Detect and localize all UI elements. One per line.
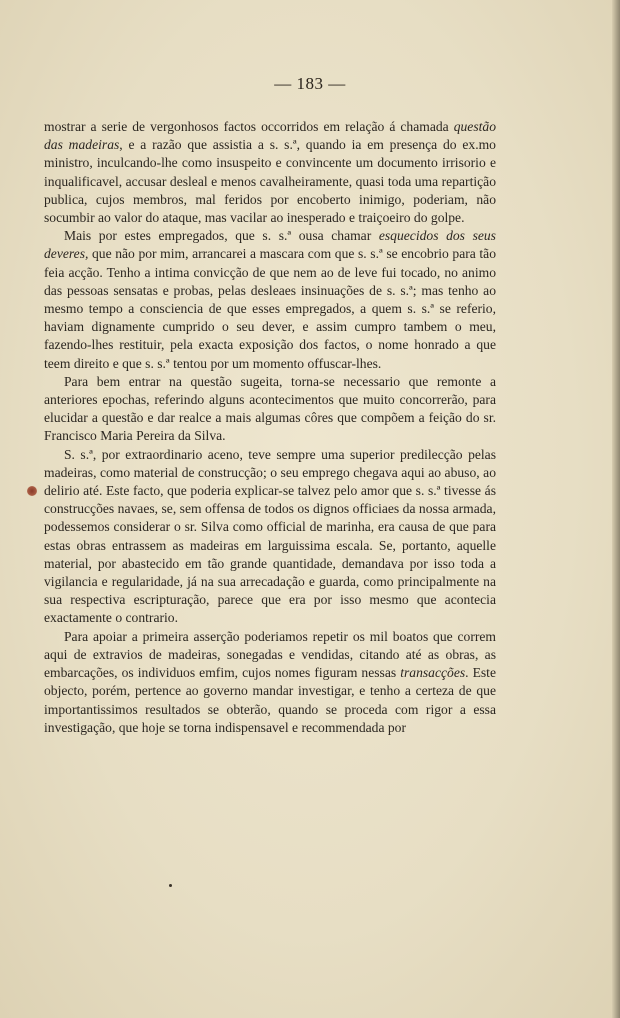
text-run: Para apoiar a primeira asserção poderiamos repetir os mil boatos que correm aqui de extravios de madeiras, sonegadas e vendidas, citando até as obras, as embarcações, os individuos emfim, cujos nomes figuram nessas — [44, 628, 496, 681]
text-run: Para bem entrar na questão sugeita, torna-se necessario que remonte a anteriores epochas, referindo alguns acontecimentos que muito concorrerão, para elucidar a questão e dar realce a mais algumas côres que compõem a feição do sr. Francisco Maria Pereira da Silva. — [44, 373, 496, 444]
ink-dot — [169, 884, 172, 887]
text-run: S. s.ª, por extraordinario aceno, teve sempre uma superior predilecção pelas madeiras, como material de construcção; o seu emprego chegava aqui ao abuso, ao delirio até. Este facto, que poderia explicar-se talvez pelo amor que s. s.ª tivesse ás construcções navaes, se, sem offensa de todos os dignos officiaes da nossa armada, podessemos considerar o sr. Silva como official de marinha, era causa de que para estas obras entrassem as madeiras em larguissima escala. Se, portanto, aquelle material, por abastecido em tão grande quantidade, demandava por isso toda a vigilancia e regularidade, já na sua arrecadação e guarda, como principalmente na sua respectiva escripturação, parece que era por isso mesmo que acontecia exactamente o contrario. — [44, 446, 496, 626]
paragraph — [44, 373, 496, 446]
ink-stain — [27, 486, 37, 496]
italic-phrase: transacções — [400, 665, 466, 681]
text-run: . Este objecto, porém, pertence ao governo mandar investigar, e tenho a certeza de que importantissimos resultados se obterão, quando se proceda com rigor a essa investigação, que hoje se torna indispensavel e recommendada por — [44, 665, 496, 735]
paragraph — [44, 118, 496, 227]
text-run: mostrar a serie de vergonhosos factos occorridos em relação á chamada — [44, 119, 454, 134]
text-run: , e a razão que assistia a s. s.ª, quando ia em presença do ex.mo ministro, inculcando-lhe como insuspeito e convincente um documento irrisorio e inqualificavel, accusar desleal e menos cavalheiramente, quasi toda uma repartição publica, cujos membros, mal feridos por encoberto inimigo, poderiam, não socumbir ao valor do ataque, mas vacilar ao inesperado e traiçoeiro do golpe. — [44, 137, 496, 226]
page-edge — [612, 0, 620, 1018]
text-run: Mais por estes empregados, que s. s.ª ousa chamar — [64, 228, 379, 244]
text-run: que não por mim, arrancarei a mascara com que s. s.ª se encobrio para tão feia acção. Tenho a intima convicção de que nem ao de leve fui tocado, no animo das pessoas sensatas e probas, pelas desleaes insinuações de s. s.ª; mas tenho ao mesmo tempo a consciencia de que esses empregados, a quem s. s.ª se referio, haviam dignamente cumprido o seu dever, e assim cumpro tambem o meu, fazendo-lhes restituir, pela exacta exposição dos factos, o nome honrado a que teem direito e que s. s.ª tentou por um momento offuscar-lhes. — [44, 246, 496, 371]
page-number: — 183 — — [274, 74, 346, 93]
italic-phrase: questão das madeiras — [44, 119, 496, 153]
paragraph — [44, 227, 496, 373]
paragraph — [44, 446, 496, 628]
body-text — [44, 118, 496, 737]
paragraph — [44, 628, 496, 737]
italic-phrase: esquecidos dos seus deveres, — [44, 228, 496, 262]
